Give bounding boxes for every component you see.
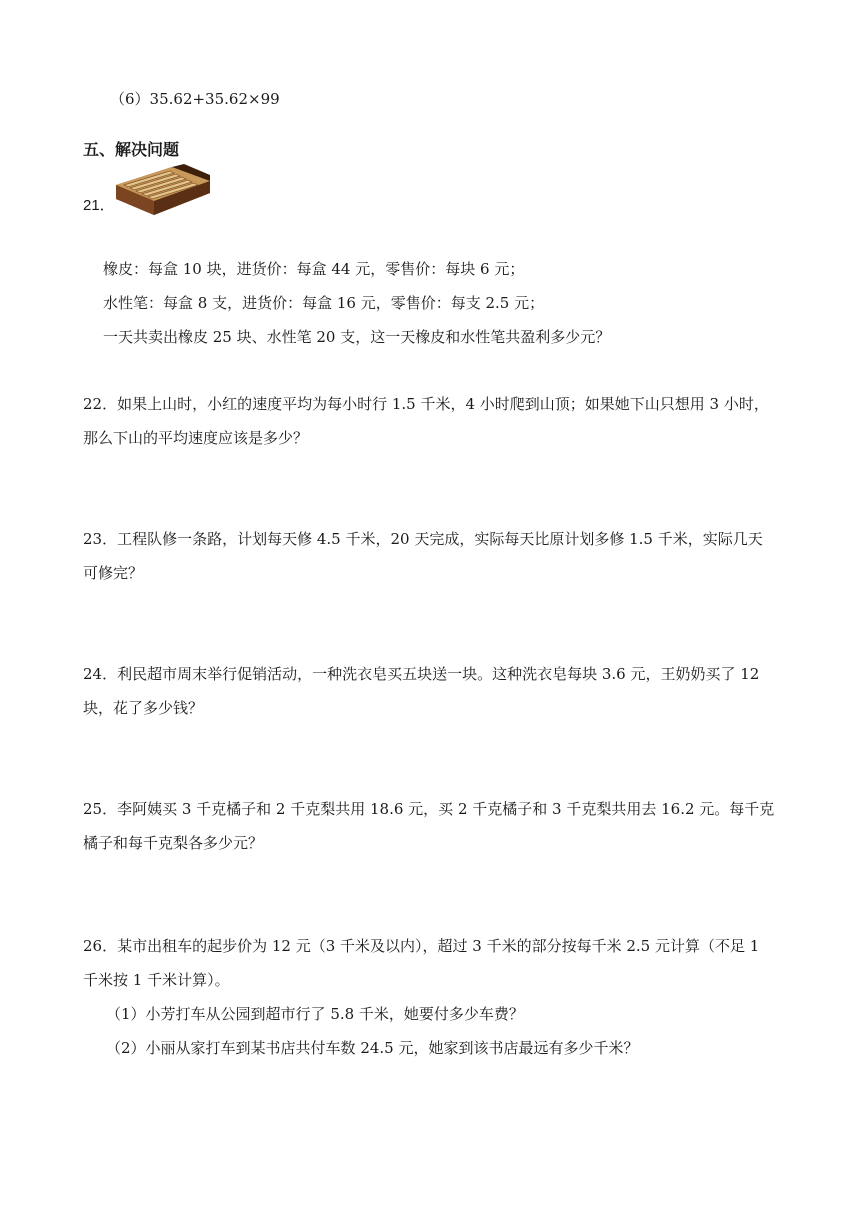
question-23-line-1: 23．工程队修一条路，计划每天修 4.5 千米，20 天完成，实际每天比原计划多修 1.5 千米，实际几天 [83, 530, 763, 548]
question-22-line-2: 那么下山的平均速度应该是多少？ [83, 429, 309, 447]
question-21-number: 21． [83, 197, 115, 214]
question-23-line-2: 可修完？ [83, 564, 144, 582]
section-title: 五、解决问题 [83, 140, 180, 159]
question-26-sub-2: （2）小丽从家打车到某书店共付车数 24.5 元，她家到该书店最远有多少千米？ [106, 1039, 639, 1057]
question-25-line-2: 橘子和每千克梨各多少元？ [83, 834, 264, 852]
question-24-line-1: 24．利民超市周末举行促销活动，一种洗衣皂买五块送一块。这种洗衣皂每块 3.6 元，王奶奶买了 12 [83, 665, 760, 683]
question-26-line-2: 千米按 1 千米计算）。 [83, 971, 230, 989]
question-21-line-1: 橡皮：每盒 10 块，进货价：每盒 44 元，零售价：每块 6 元； [103, 260, 525, 278]
question-21-line-3: 一天共卖出橡皮 25 块、水性笔 20 支，这一天橡皮和水性笔共盈利多少元？ [103, 328, 611, 346]
eraser-box-image [112, 163, 212, 219]
calc-item-6: （6）35.62+35.62×99 [110, 90, 280, 108]
question-26-sub-1: （1）小芳打车从公园到超市行了 5.8 千米，她要付多少车费？ [106, 1005, 524, 1023]
question-22-line-1: 22．如果上山时，小红的速度平均为每小时行 1.5 千米，4 小时爬到山顶；如果她下山只想用 3 小时， [83, 395, 769, 413]
question-24-line-2: 块，花了多少钱？ [83, 699, 204, 717]
question-25-line-1: 25．李阿姨买 3 千克橘子和 2 千克梨共用 18.6 元，买 2 千克橘子和 3 千克梨共用去 16.2 元。每千克 [83, 800, 775, 818]
question-21-line-2: 水性笔：每盒 8 支，进货价：每盒 16 元，零售价：每支 2.5 元； [103, 294, 545, 312]
question-26-line-1: 26．某市出租车的起步价为 12 元（3 千米及以内），超过 3 千米的部分按每千米 2.5 元计算（不足 1 [83, 937, 760, 955]
eraser-box-icon [112, 163, 212, 219]
